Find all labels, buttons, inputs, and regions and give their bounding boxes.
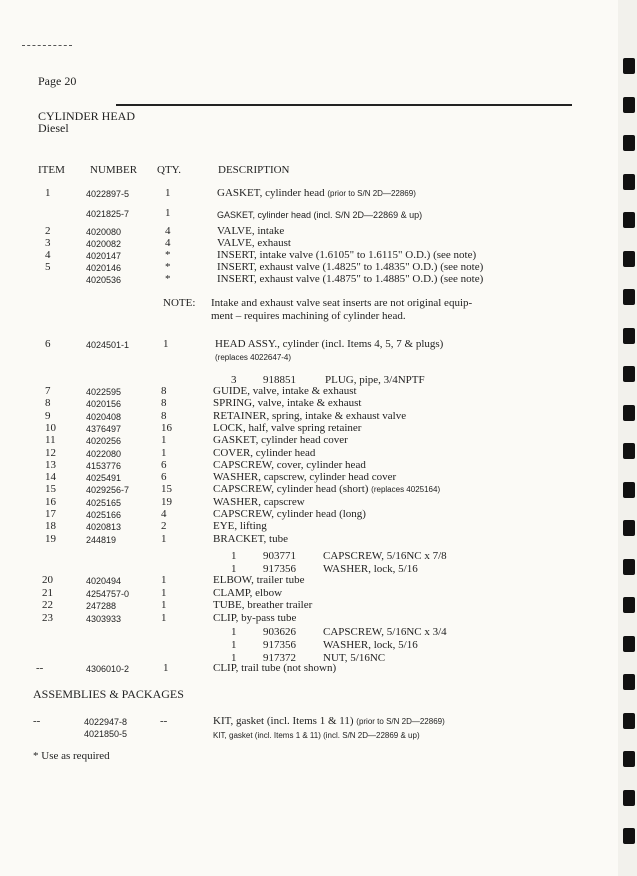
head-assy-qty: 1 <box>163 338 169 350</box>
part-item: 20 <box>42 574 53 586</box>
part-number: 4020494 <box>86 576 122 586</box>
part-number: 4020147 <box>86 251 122 261</box>
part-qty: 8 <box>161 397 167 410</box>
part-desc: VALVE, intake <box>217 225 285 237</box>
part-qty: 19 <box>161 495 172 508</box>
part-item: 11 <box>45 434 56 447</box>
part-item: 7 <box>45 385 51 397</box>
sub-qty: 1 <box>231 550 237 562</box>
sub-number: 917372 <box>263 652 296 664</box>
part-qty: 8 <box>161 409 167 422</box>
col-qty: QTY. <box>157 164 181 176</box>
part-number: 4020156 <box>86 399 122 410</box>
binding-hole <box>623 328 635 344</box>
spiral-binding <box>618 0 637 876</box>
sub-desc: WASHER, lock, 5/16 <box>323 639 418 651</box>
sub-number: 903626 <box>263 626 296 638</box>
part-number: 4020146 <box>86 263 122 273</box>
sub-desc: CAPSCREW, 5/16NC x 3/4 <box>323 626 447 638</box>
sub-qty: 1 <box>231 626 237 638</box>
binding-hole <box>623 674 635 690</box>
last-part-item: -- <box>36 662 44 674</box>
binding-hole <box>623 366 635 382</box>
part-desc: INSERT, exhaust valve (1.4875" to 1.4885" O.D.) (see note) <box>217 273 484 285</box>
assembly-number: 4021850-5 <box>84 729 128 739</box>
binding-hole <box>623 828 635 844</box>
part-desc: CLAMP, elbow <box>213 586 283 599</box>
binding-hole <box>623 790 635 806</box>
col-description: DESCRIPTION <box>218 164 290 176</box>
part-qty: 1 <box>161 446 167 459</box>
head-assy-item: 6 <box>45 338 51 350</box>
part-number: 4153776 <box>86 460 122 471</box>
part-desc: LOCK, half, valve spring retainer <box>213 421 362 434</box>
head-assy-replaces: (replaces 4022647-4) <box>215 353 292 362</box>
head-assy-desc: HEAD ASSY., cylinder (incl. Items 4, 5, 7 & plugs) <box>215 338 444 350</box>
part-number: 4020408 <box>86 411 122 422</box>
binding-hole <box>623 713 635 729</box>
col-number: NUMBER <box>90 164 138 176</box>
part-number: 4022080 <box>86 448 122 459</box>
part-item: 14 <box>45 471 56 484</box>
binding-hole <box>623 289 635 305</box>
part-item: 12 <box>45 446 56 459</box>
part-desc: COVER, cylinder head <box>213 446 316 459</box>
footnote: * Use as required <box>33 750 110 762</box>
part-item: 3 <box>45 237 51 249</box>
part-number: 4020536 <box>86 275 122 285</box>
note-line-2: ment – requires machining of cylinder head. <box>211 310 406 322</box>
part-qty: 1 <box>165 187 171 199</box>
part-desc: CAPSCREW, cylinder head (long) <box>213 508 366 520</box>
part-number: 4022897-5 <box>86 189 130 199</box>
binding-hole <box>623 751 635 767</box>
binding-hole <box>623 520 635 536</box>
page-number: Page 20 <box>38 74 77 88</box>
part-qty: * <box>165 249 171 261</box>
assembly-desc: KIT, gasket (incl. Items 1 & 11) (incl. S/N 2D—22869 & up) <box>213 731 420 740</box>
binding-hole <box>623 58 635 74</box>
part-qty: 1 <box>161 586 167 599</box>
binding-hole <box>623 636 635 652</box>
part-desc: BRACKET, tube <box>213 532 288 545</box>
part-desc: GASKET, cylinder head (prior to S/N 2D—22869) <box>217 187 416 199</box>
section-title: CYLINDER HEAD <box>38 109 135 123</box>
part-qty: 4 <box>161 508 167 520</box>
sub-desc: CAPSCREW, 5/16NC x 7/8 <box>323 550 447 562</box>
part-desc: CAPSCREW, cylinder head (short) (replaces 4025164) <box>213 483 441 496</box>
binding-hole <box>623 135 635 151</box>
part-item: 18 <box>45 520 56 533</box>
sub-qty: 1 <box>231 639 237 651</box>
part-desc: TUBE, breather trailer <box>213 599 313 611</box>
part-desc: EYE, lifting <box>213 520 267 533</box>
part-item: 5 <box>45 261 51 273</box>
part-item: 4 <box>45 249 51 261</box>
part-qty: 1 <box>161 599 167 611</box>
head-assy-number: 4024501-1 <box>86 340 130 350</box>
part-qty: 2 <box>161 520 167 533</box>
section-subtitle: Diesel <box>38 121 69 135</box>
part-qty: 6 <box>161 471 167 484</box>
part-number: 4020080 <box>86 227 122 237</box>
part-qty: 4 <box>165 225 171 237</box>
part-item: 19 <box>45 532 56 545</box>
part-qty: 15 <box>161 483 172 496</box>
binding-hole <box>623 482 635 498</box>
part-qty: 1 <box>161 611 167 624</box>
binding-hole <box>623 174 635 190</box>
binding-hole <box>623 251 635 267</box>
part-desc: ELBOW, trailer tube <box>213 574 305 586</box>
binding-hole <box>623 405 635 421</box>
binding-hole <box>623 559 635 575</box>
top-dash-line <box>22 45 72 46</box>
header-rule <box>116 104 572 106</box>
part-desc: WASHER, capscrew, cylinder head cover <box>213 471 397 484</box>
assembly-qty: -- <box>160 715 168 727</box>
part-item: 1 <box>45 187 51 199</box>
part-number: 244819 <box>86 534 117 545</box>
part-number: 4020082 <box>86 239 122 249</box>
sub-number: 903771 <box>263 550 296 562</box>
part-number: 4025165 <box>86 497 122 508</box>
part-number: 4021825-7 <box>86 209 130 219</box>
part-desc: CLIP, by-pass tube <box>213 611 297 624</box>
part-item: 8 <box>45 397 51 410</box>
part-desc: GUIDE, valve, intake & exhaust <box>213 385 357 397</box>
part-number: 4022595 <box>86 387 122 397</box>
part-item: 2 <box>45 225 51 237</box>
note-label: NOTE: <box>163 297 196 309</box>
sub-qty: 1 <box>231 652 237 664</box>
head-assy-sub-qty: 3 <box>231 374 237 386</box>
part-desc: CAPSCREW, cover, cylinder head <box>213 458 366 471</box>
assembly-item: -- <box>33 715 41 727</box>
sub-desc: WASHER, lock, 5/16 <box>323 563 418 575</box>
binding-hole <box>623 97 635 113</box>
part-qty: 1 <box>165 207 171 219</box>
sub-number: 917356 <box>263 639 296 651</box>
assembly-desc: KIT, gasket (incl. Items 1 & 11) (prior to S/N 2D—22869) <box>213 715 445 727</box>
part-number: 4254757-0 <box>86 588 130 599</box>
part-desc: RETAINER, spring, intake & exhaust valve <box>213 409 407 422</box>
sub-qty: 1 <box>231 563 237 575</box>
part-item: 21 <box>42 586 53 599</box>
binding-hole <box>623 597 635 613</box>
last-part-number: 4306010-2 <box>86 664 130 674</box>
part-desc: INSERT, intake valve (1.6105" to 1.6115" O.D.) (see note) <box>217 249 477 261</box>
col-item: ITEM <box>38 164 65 176</box>
part-qty: * <box>165 273 171 285</box>
part-item: 23 <box>42 611 53 624</box>
part-desc: GASKET, cylinder head cover <box>213 434 348 447</box>
part-item: 9 <box>45 409 51 422</box>
part-item: 16 <box>45 495 56 508</box>
assemblies-heading: ASSEMBLIES & PACKAGES <box>33 687 184 701</box>
part-qty: 16 <box>161 421 172 434</box>
part-desc: GASKET, cylinder head (incl. S/N 2D—22869 & up) <box>217 210 423 220</box>
part-qty: 6 <box>161 458 167 471</box>
part-desc: SPRING, valve, intake & exhaust <box>213 397 362 410</box>
binding-hole <box>623 212 635 228</box>
part-number: 4020813 <box>86 522 122 533</box>
part-item: 10 <box>45 421 56 434</box>
head-assy-sub-desc: PLUG, pipe, 3/4NPTF <box>325 374 425 386</box>
last-part-qty: 1 <box>163 662 169 674</box>
part-desc: VALVE, exhaust <box>217 237 291 249</box>
part-item: 17 <box>45 508 56 520</box>
sub-desc: NUT, 5/16NC <box>323 652 386 664</box>
part-qty: * <box>165 261 171 273</box>
last-part-desc: CLIP, trail tube (not shown) <box>213 662 337 674</box>
part-number: 4020256 <box>86 436 122 447</box>
binding-hole <box>623 443 635 459</box>
part-number: 4376497 <box>86 423 122 434</box>
part-qty: 1 <box>161 574 167 586</box>
part-qty: 4 <box>165 237 171 249</box>
part-desc: WASHER, capscrew <box>213 495 305 508</box>
part-qty: 1 <box>161 434 167 447</box>
part-qty: 8 <box>161 385 167 397</box>
part-number: 4029256-7 <box>86 485 130 496</box>
part-item: 22 <box>42 599 53 611</box>
assembly-number: 4022947-8 <box>84 717 128 727</box>
part-item: 13 <box>45 458 56 471</box>
part-number: 4025491 <box>86 473 122 484</box>
part-item: 15 <box>45 483 56 496</box>
note-line-1: Intake and exhaust valve seat inserts are not original equip- <box>211 297 473 309</box>
head-assy-sub-number: 918851 <box>263 374 296 386</box>
part-qty: 1 <box>161 532 167 545</box>
part-number: 4025166 <box>86 510 122 520</box>
part-desc: INSERT, exhaust valve (1.4825" to 1.4835" O.D.) (see note) <box>217 261 484 273</box>
sub-number: 917356 <box>263 563 296 575</box>
part-number: 4303933 <box>86 613 122 624</box>
part-number: 247288 <box>86 601 117 611</box>
